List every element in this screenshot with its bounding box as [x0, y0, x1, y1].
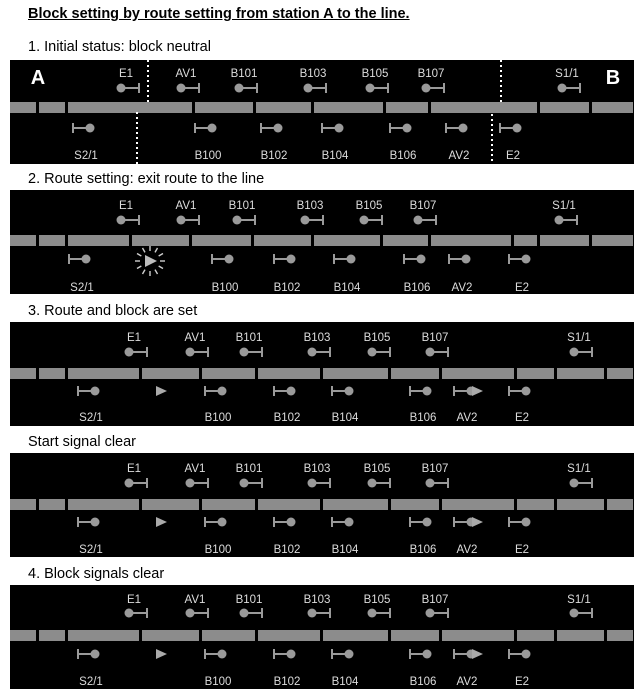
track-section [517, 499, 554, 510]
signal-b102-icon [274, 517, 296, 527]
track-section [39, 630, 65, 641]
signal-e1-icon [125, 608, 148, 618]
signal-b107-icon [426, 347, 449, 357]
signal-label-b100: B100 [204, 676, 232, 688]
track-section [431, 102, 537, 113]
step-3-panel [10, 322, 634, 426]
exit-arrow-icon [472, 649, 483, 659]
signal-label-b107: B107 [421, 594, 449, 606]
signal-b105-icon [366, 83, 389, 93]
track-section [10, 499, 36, 510]
signal-av2-icon [449, 254, 471, 264]
track-section [442, 368, 514, 379]
signal-label-b101: B101 [228, 200, 256, 212]
signal-b107-icon [426, 608, 449, 618]
track-section [142, 499, 199, 510]
signal-label-av2: AV2 [456, 676, 478, 688]
step-2-panel [10, 190, 634, 294]
signal-label-b104: B104 [321, 150, 349, 162]
signal-label-b102: B102 [260, 150, 288, 162]
signal-label-s1-1: S1/1 [567, 463, 591, 475]
signal-b103-icon [301, 215, 324, 225]
signal-av1-icon [186, 347, 209, 357]
signal-b103-icon [308, 478, 331, 488]
signal-label-b101: B101 [235, 332, 263, 344]
signal-b100-icon [195, 123, 217, 133]
signal-s2-1-icon [73, 123, 95, 133]
track-section [540, 235, 589, 246]
track-section [607, 499, 633, 510]
signal-label-s2-1: S2/1 [70, 282, 94, 294]
signal-label-e2: E2 [514, 544, 530, 556]
track-section [10, 235, 36, 246]
signal-label-s1-1: S1/1 [552, 200, 576, 212]
signal-label-b105: B105 [363, 332, 391, 344]
track-section [314, 235, 380, 246]
signal-e2-icon [509, 649, 531, 659]
signal-b104-icon [334, 254, 356, 264]
step-3-label: 3. Route and block are set [28, 303, 198, 319]
signal-label-b101: B101 [235, 463, 263, 475]
track-section [10, 368, 36, 379]
step-2-label: 2. Route setting: exit route to the line [28, 171, 265, 187]
track-section [607, 630, 633, 641]
signal-label-b107: B107 [421, 332, 449, 344]
signal-b102-icon [274, 254, 296, 264]
track-section [68, 630, 139, 641]
track-section [39, 102, 65, 113]
signal-label-av1: AV1 [175, 68, 197, 80]
track-section [68, 368, 139, 379]
signal-b106-icon [404, 254, 426, 264]
signal-label-s2-1: S2/1 [79, 676, 103, 688]
signal-label-s2-1: S2/1 [74, 150, 98, 162]
signal-av1-icon [186, 478, 209, 488]
signal-b105-icon [368, 608, 391, 618]
track-section [202, 499, 255, 510]
signal-label-b103: B103 [299, 68, 327, 80]
signal-label-b102: B102 [273, 544, 301, 556]
signal-e2-icon [509, 386, 531, 396]
signal-label-b103: B103 [303, 463, 331, 475]
track-section [514, 235, 537, 246]
signal-label-e1: E1 [126, 332, 142, 344]
signal-b100-icon [205, 649, 227, 659]
signal-av1-icon [177, 215, 200, 225]
track-section [391, 499, 439, 510]
signal-b106-icon [410, 386, 432, 396]
signal-b105-icon [360, 215, 383, 225]
track-section [314, 102, 383, 113]
track-section [39, 368, 65, 379]
signal-b107-icon [414, 215, 437, 225]
signal-b102-icon [261, 123, 283, 133]
signal-s1-1-icon [555, 215, 578, 225]
track-section [557, 630, 604, 641]
signal-label-e1: E1 [118, 200, 134, 212]
step-5-diagram [10, 585, 634, 689]
track-section [132, 235, 189, 246]
exit-arrow-icon [472, 386, 483, 396]
signal-label-b107: B107 [417, 68, 445, 80]
signal-label-b106: B106 [389, 150, 417, 162]
track-section [391, 368, 439, 379]
signal-label-s2-1: S2/1 [79, 544, 103, 556]
signal-label-b100: B100 [194, 150, 222, 162]
signal-s2-1-icon [78, 386, 100, 396]
track-section [592, 102, 633, 113]
track-section [142, 630, 199, 641]
signal-b101-icon [233, 215, 256, 225]
signal-b103-icon [304, 83, 327, 93]
signal-label-b106: B106 [409, 544, 437, 556]
signal-b106-icon [410, 517, 432, 527]
track-section [442, 630, 514, 641]
signal-e2-icon [500, 123, 522, 133]
signal-label-av1: AV1 [175, 200, 197, 212]
track-section [540, 102, 589, 113]
track-section [592, 235, 633, 246]
signal-label-av2: AV2 [456, 544, 478, 556]
signal-b105-icon [368, 478, 391, 488]
step-1-panel [10, 60, 634, 164]
exit-arrow-icon [472, 517, 483, 527]
signal-b106-icon [390, 123, 412, 133]
track-section [68, 102, 192, 113]
signal-s2-1-icon [78, 517, 100, 527]
signal-label-s1-1: S1/1 [555, 68, 579, 80]
track-section [323, 630, 388, 641]
signal-label-b106: B106 [409, 676, 437, 688]
signal-label-b107: B107 [421, 463, 449, 475]
signal-b106-icon [410, 649, 432, 659]
signal-label-b102: B102 [273, 282, 301, 294]
signal-b105-icon [368, 347, 391, 357]
station-a-label: A [30, 67, 46, 89]
signal-label-b105: B105 [361, 68, 389, 80]
signal-label-b105: B105 [355, 200, 383, 212]
signal-label-e1: E1 [126, 463, 142, 475]
signal-label-b103: B103 [303, 332, 331, 344]
flashing-arrow-icon [135, 246, 165, 276]
track-section [39, 235, 65, 246]
signal-label-av2: AV2 [451, 282, 473, 294]
track-section [10, 630, 36, 641]
signal-label-e2: E2 [514, 282, 530, 294]
signal-label-b104: B104 [331, 676, 359, 688]
track-section [431, 235, 511, 246]
track-section [517, 630, 554, 641]
track-section [557, 499, 604, 510]
start-arrow-icon [156, 386, 167, 396]
signal-e1-icon [125, 347, 148, 357]
signal-b100-icon [205, 517, 227, 527]
signal-b103-icon [308, 347, 331, 357]
signal-label-s1-1: S1/1 [567, 594, 591, 606]
signal-label-e1: E1 [126, 594, 142, 606]
step-2-diagram [10, 190, 634, 294]
step-1-diagram [10, 60, 634, 164]
track-section [517, 368, 554, 379]
signal-av1-icon [186, 608, 209, 618]
diagram-title: Block setting by route setting from station A to the line. [28, 6, 410, 22]
track-section [256, 102, 311, 113]
step-5-panel [10, 585, 634, 689]
signal-av1-icon [177, 83, 200, 93]
start-arrow-icon [156, 649, 167, 659]
signal-b101-icon [240, 347, 263, 357]
signal-b102-icon [274, 386, 296, 396]
signal-s1-1-icon [558, 83, 581, 93]
signal-e2-icon [509, 254, 531, 264]
signal-label-b100: B100 [204, 412, 232, 424]
track-section [557, 368, 604, 379]
signal-label-e2: E2 [505, 150, 521, 162]
track-section [258, 499, 320, 510]
step-4-label: Start signal clear [28, 434, 136, 450]
signal-label-b100: B100 [211, 282, 239, 294]
track-section [68, 499, 139, 510]
station-b-label: B [605, 67, 621, 89]
signal-label-b101: B101 [235, 594, 263, 606]
signal-s2-1-icon [69, 254, 91, 264]
signal-av2-icon [446, 123, 468, 133]
track-section [195, 102, 253, 113]
signal-label-b102: B102 [273, 676, 301, 688]
step-5-label: 4. Block signals clear [28, 566, 165, 582]
signal-label-b104: B104 [331, 544, 359, 556]
track-section [192, 235, 251, 246]
track-section [607, 368, 633, 379]
signal-label-av1: AV1 [184, 332, 206, 344]
signal-e1-icon [125, 478, 148, 488]
track-section [323, 499, 388, 510]
signal-label-b101: B101 [230, 68, 258, 80]
signal-label-b103: B103 [303, 594, 331, 606]
signal-b102-icon [274, 649, 296, 659]
signal-label-b104: B104 [333, 282, 361, 294]
signal-label-b102: B102 [273, 412, 301, 424]
track-section [386, 102, 428, 113]
signal-b104-icon [332, 517, 354, 527]
signal-e1-icon [117, 83, 140, 93]
signal-s1-1-icon [570, 347, 593, 357]
signal-label-s2-1: S2/1 [79, 412, 103, 424]
signal-b103-icon [308, 608, 331, 618]
step-1-label: 1. Initial status: block neutral [28, 39, 211, 55]
signal-e2-icon [509, 517, 531, 527]
signal-b101-icon [240, 608, 263, 618]
track-section [254, 235, 311, 246]
signal-label-b105: B105 [363, 463, 391, 475]
signal-label-b107: B107 [409, 200, 437, 212]
signal-b104-icon [332, 649, 354, 659]
track-section [202, 368, 255, 379]
step-4-diagram [10, 453, 634, 557]
track-section [142, 368, 199, 379]
signal-label-e2: E2 [514, 676, 530, 688]
track-section [258, 368, 320, 379]
signal-s1-1-icon [570, 478, 593, 488]
signal-label-b105: B105 [363, 594, 391, 606]
signal-s1-1-icon [570, 608, 593, 618]
step-4-panel [10, 453, 634, 557]
signal-label-b106: B106 [403, 282, 431, 294]
step-3-diagram [10, 322, 634, 426]
signal-b104-icon [332, 386, 354, 396]
track-section [383, 235, 428, 246]
track-section [442, 499, 514, 510]
signal-b107-icon [422, 83, 445, 93]
signal-b100-icon [205, 386, 227, 396]
track-section [10, 102, 36, 113]
track-section [39, 499, 65, 510]
track-section [391, 630, 439, 641]
signal-label-e2: E2 [514, 412, 530, 424]
signal-b101-icon [235, 83, 258, 93]
signal-b104-icon [322, 123, 344, 133]
signal-s2-1-icon [78, 649, 100, 659]
start-arrow-icon [156, 517, 167, 527]
signal-label-av1: AV1 [184, 463, 206, 475]
signal-label-av2: AV2 [448, 150, 470, 162]
signal-label-av2: AV2 [456, 412, 478, 424]
track-section [323, 368, 388, 379]
signal-label-b100: B100 [204, 544, 232, 556]
signal-b100-icon [212, 254, 234, 264]
signal-label-b103: B103 [296, 200, 324, 212]
signal-label-e1: E1 [118, 68, 134, 80]
signal-b101-icon [240, 478, 263, 488]
track-section [258, 630, 320, 641]
signal-b107-icon [426, 478, 449, 488]
signal-e1-icon [117, 215, 140, 225]
track-section [202, 630, 255, 641]
signal-label-b106: B106 [409, 412, 437, 424]
signal-label-s1-1: S1/1 [567, 332, 591, 344]
signal-label-av1: AV1 [184, 594, 206, 606]
signal-label-b104: B104 [331, 412, 359, 424]
track-section [68, 235, 129, 246]
